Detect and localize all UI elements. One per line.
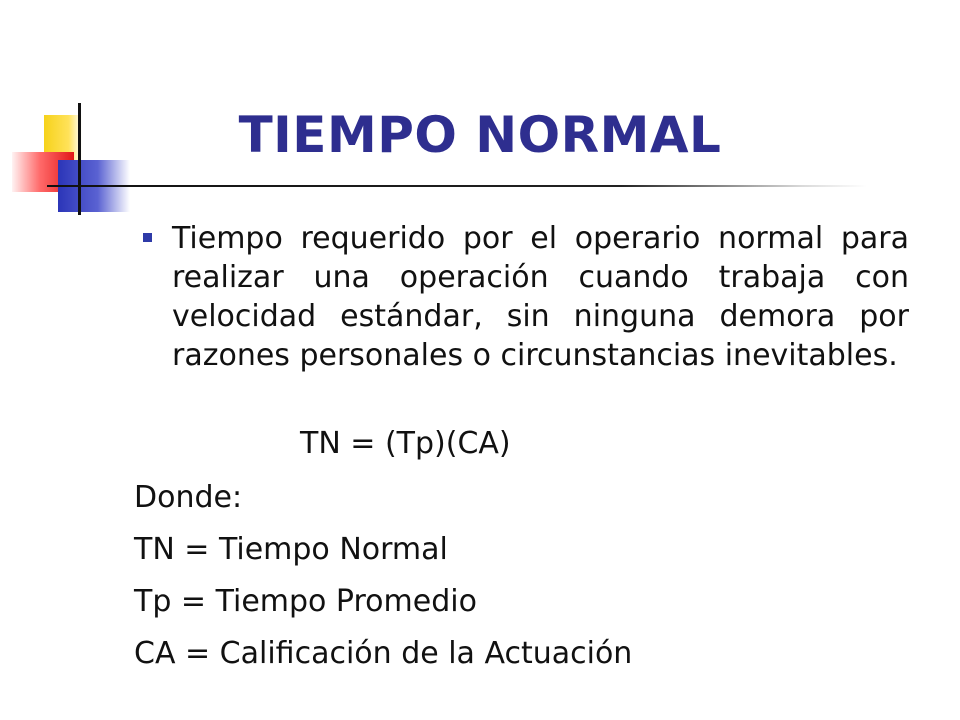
bullet-text: Tiempo requerido por el operario normal para realizar una operación cuando trabaja con velocidad estándar, sin ninguna demora por razones personales o circunstancias inevitables. (172, 221, 909, 373)
definition-tp: Tp = Tiempo Promedio (134, 584, 477, 619)
definitions-list (134, 478, 632, 686)
formula: TN = (Tp)(CA) (300, 426, 511, 461)
definition-tn: TN = Tiempo Normal (134, 532, 448, 567)
slide-title: TIEMPO NORMAL (238, 106, 722, 164)
definitions-heading: Donde: (134, 480, 243, 515)
definition-ca: CA = Calificación de la Actuación (134, 636, 633, 671)
bullet-square-icon (143, 233, 152, 242)
title-underline (47, 185, 867, 187)
bullet-item (143, 219, 933, 375)
